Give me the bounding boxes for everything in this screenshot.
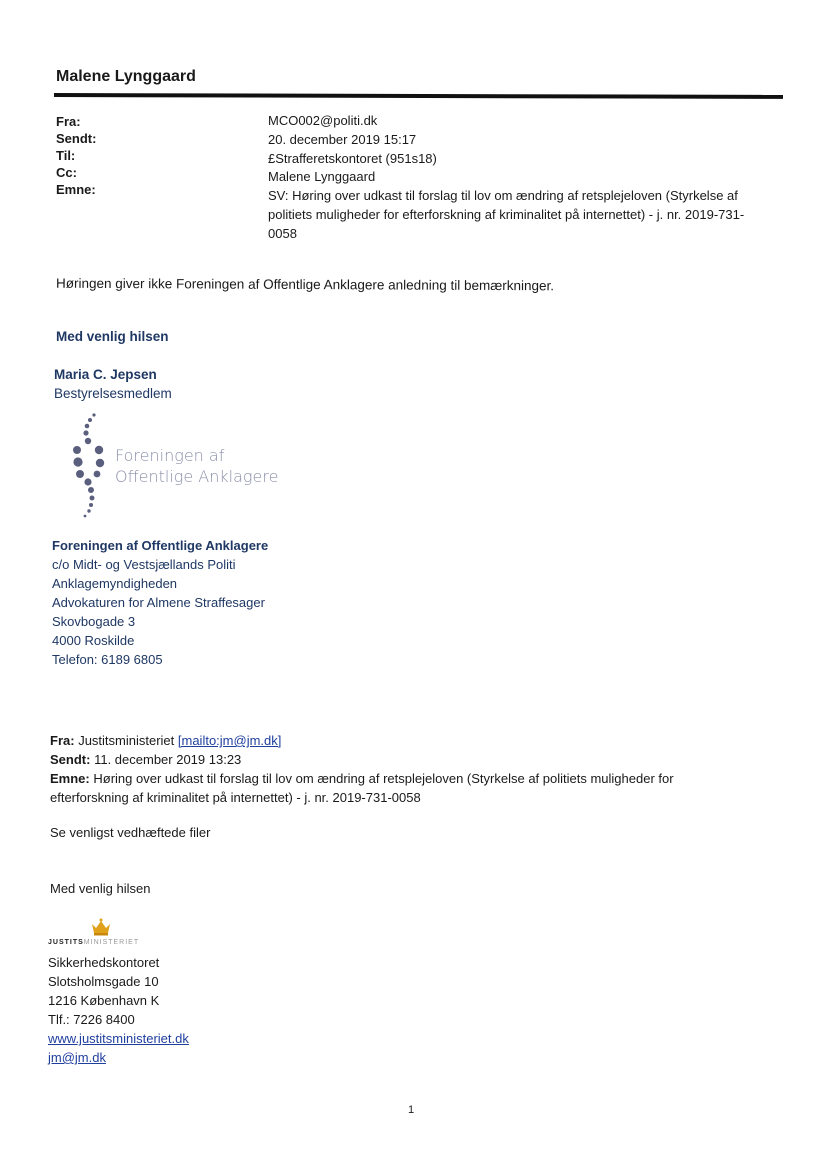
from-label: Fra: <box>56 114 81 129</box>
fwd-from-value: Justitsministeriet <box>78 733 175 748</box>
jm-sig-line: 1216 København K <box>48 993 160 1008</box>
fwd-from <box>50 731 281 750</box>
fwd-subject <box>50 769 750 807</box>
cc-value: Malene Lynggaard <box>268 169 376 184</box>
org-line: Skovbogade 3 <box>52 614 136 629</box>
to-value: £Strafferetskontoret (951s18) <box>268 151 437 166</box>
association-logo <box>64 410 279 522</box>
jm-email-link[interactable]: jm@jm.dk <box>48 1050 106 1065</box>
fwd-greeting: Med venlig hilsen <box>50 881 151 896</box>
jm-logo-light: MINISTERIET <box>83 939 140 946</box>
subject-label: Emne: <box>56 182 96 197</box>
org-line: 4000 Roskilde <box>52 633 135 648</box>
jm-sig-line: Tlf.: 7226 8400 <box>48 1012 135 1027</box>
fwd-subject-value: Høring over udkast til forslag til lov om ændring af retsplejeloven (Styrkelse af politiets muligheder for efterforskning af kriminalitet på internettet) - j. nr. 2019-731-0058 <box>50 771 674 805</box>
header-rule <box>54 93 783 99</box>
jm-sig-line: Sikkerhedskontoret <box>48 955 160 970</box>
fwd-sent-label: Sendt: <box>50 752 91 767</box>
logo-line-1: Foreningen af <box>115 446 225 465</box>
fwd-sent-value: 11. december 2019 13:23 <box>94 752 242 767</box>
from-value: MCO002@politi.dk <box>268 113 378 128</box>
subject-value: SV: Høring over udkast til forslag til lov om ændring af retsplejeloven (Styrkelse af politiets muligheder for efterforskning af kriminalitet på internettet) - j. nr. 2019-731-0058 <box>268 188 745 241</box>
greeting: Med venlig hilsen <box>56 329 169 344</box>
dots-emblem-icon <box>64 410 124 522</box>
jm-sig-line: Slotsholmsgade 10 <box>48 974 159 989</box>
logo-line-2: Offentlige Anklagere <box>115 467 279 486</box>
sent-value: 20. december 2019 15:17 <box>268 132 417 147</box>
fwd-subject-label: Emne: <box>50 771 90 786</box>
fwd-mailto-link[interactable]: [mailto:jm@jm.dk] <box>177 733 282 748</box>
sender-name: Malene Lynggaard <box>56 68 196 85</box>
signer-name: Maria C. Jepsen <box>54 367 157 382</box>
fwd-from-label: Fra: <box>50 733 75 748</box>
sent-label: Sendt: <box>56 131 97 146</box>
to-label: Til: <box>56 148 76 163</box>
org-line: Anklagemyndigheden <box>52 576 178 591</box>
fwd-sent <box>50 750 241 769</box>
org-name: Foreningen af Offentlige Anklagere <box>52 538 269 553</box>
crown-icon <box>90 918 112 936</box>
message-text: Høringen giver ikke Foreningen af Offentlige Anklagere anledning til bemærkninger. <box>55 275 555 294</box>
cc-label: Cc: <box>56 165 77 180</box>
org-phone: Telefon: 6189 6805 <box>52 652 163 667</box>
jm-logo-text <box>48 939 139 946</box>
org-line: Advokaturen for Almene Straffesager <box>52 595 265 610</box>
jm-logo-bold: JUSTITS <box>48 939 84 946</box>
fwd-message: Se venligst vedhæftede filer <box>50 825 211 840</box>
page-number: 1 <box>408 1104 415 1116</box>
signer-title: Bestyrelsesmedlem <box>54 386 172 401</box>
jm-website-link[interactable]: www.justitsministeriet.dk <box>48 1031 189 1046</box>
org-line: c/o Midt- og Vestsjællands Politi <box>52 557 236 572</box>
